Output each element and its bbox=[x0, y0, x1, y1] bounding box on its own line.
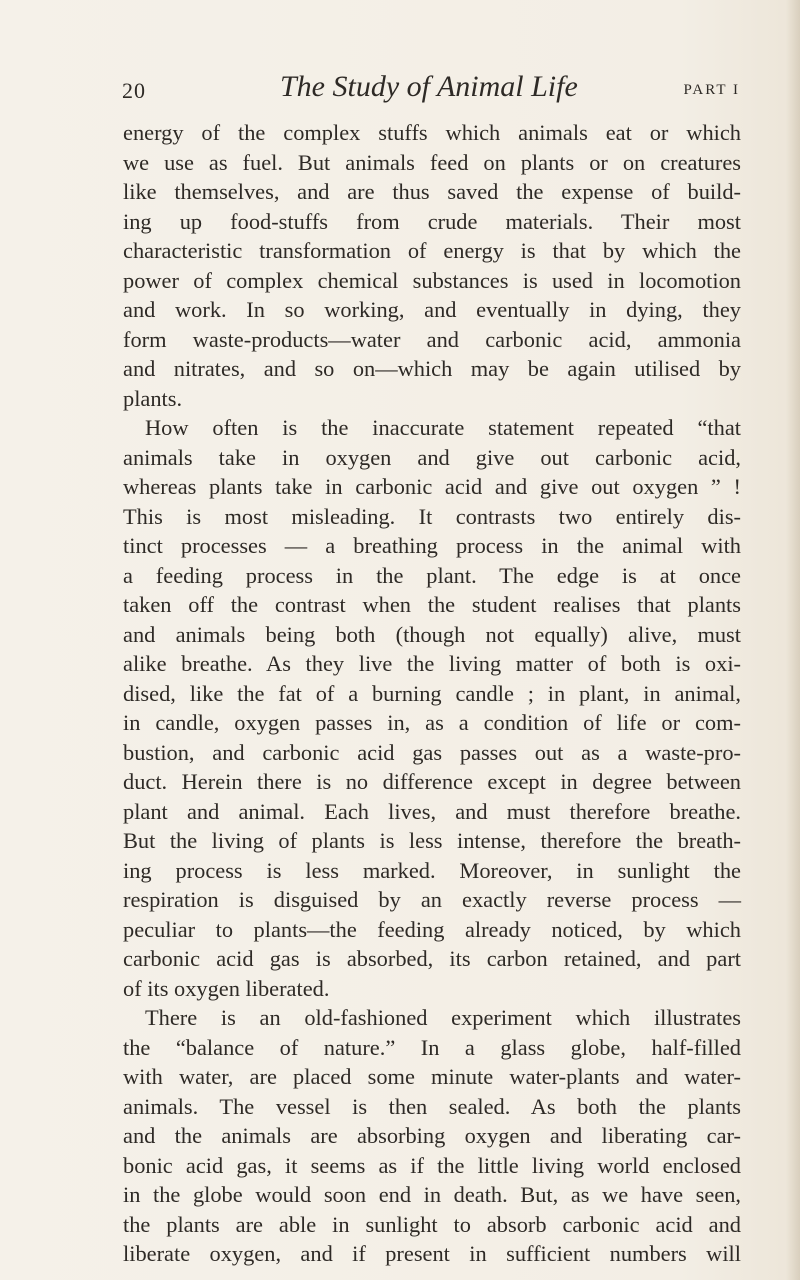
body-text bbox=[123, 118, 741, 1269]
text-line: plants. bbox=[123, 385, 183, 411]
text-line: liberate oxygen, and if present in sufficient numbers will bbox=[123, 1241, 741, 1266]
text-line: bonic acid gas, it seems as if the little living world enclosed bbox=[123, 1152, 741, 1178]
text-line: tinct processes — a breathing process in the animal with bbox=[123, 533, 741, 558]
text-line: This is most misleading. It contrasts two entirely dis- bbox=[123, 503, 741, 529]
text-line: in the globe would soon end in death. But, as we have seen, bbox=[123, 1182, 741, 1207]
text-line: ing process is less marked. Moreover, in sunlight the bbox=[123, 857, 741, 883]
text-line: plant and animal. Each lives, and must therefore breathe. bbox=[123, 798, 741, 824]
text-line: and animals being both (though not equally) alive, must bbox=[123, 621, 741, 647]
text-line: energy of the complex stuffs which animals eat or which bbox=[123, 120, 741, 145]
text-line: like themselves, and are thus saved the expense of build- bbox=[123, 179, 741, 204]
text-line: characteristic transformation of energy is that by which the bbox=[123, 238, 741, 263]
text-line: peculiar to plants—the feeding already noticed, by which bbox=[123, 916, 741, 942]
text-line: How often is the inaccurate statement repeated “that bbox=[145, 415, 741, 440]
text-line: of its oxygen liberated. bbox=[123, 975, 330, 1001]
text-line: and work. In so working, and eventually in dying, they bbox=[123, 297, 741, 322]
text-line: There is an old-fashioned experiment which illustrates bbox=[145, 1005, 741, 1030]
text-line: we use as fuel. But animals feed on plants or on creatures bbox=[123, 149, 741, 175]
text-line: alike breathe. As they live the living matter of both is oxi- bbox=[123, 651, 741, 676]
text-line: carbonic acid gas is absorbed, its carbon retained, and part bbox=[123, 946, 741, 971]
text-line: a feeding process in the plant. The edge is at once bbox=[123, 562, 741, 588]
text-line: animals. The vessel is then sealed. As both the plants bbox=[123, 1093, 741, 1119]
text-line: duct. Herein there is no difference except in degree between bbox=[123, 769, 741, 794]
page-number: 20 bbox=[122, 78, 146, 103]
text-line: and nitrates, and so on—which may be again utilised by bbox=[123, 356, 741, 381]
part-label: PART I bbox=[683, 82, 740, 98]
running-head bbox=[122, 70, 740, 110]
text-line: dised, like the fat of a burning candle ; in plant, in animal, bbox=[123, 680, 741, 706]
text-line: whereas plants take in carbonic acid and give out oxygen ” ! bbox=[123, 474, 741, 499]
text-line: in candle, oxygen passes in, as a condition of life or com- bbox=[123, 710, 741, 735]
text-line: the plants are able in sunlight to absorb carbonic acid and bbox=[123, 1211, 741, 1237]
text-line: form waste-products—water and carbonic acid, ammonia bbox=[123, 326, 741, 352]
text-line: But the living of plants is less intense, therefore the breath- bbox=[123, 828, 741, 853]
page-edge-shadow bbox=[786, 0, 800, 1280]
running-title: The Study of Animal Life bbox=[280, 70, 578, 103]
text-line: with water, are placed some minute water-plants and water- bbox=[123, 1064, 741, 1089]
text-line: respiration is disguised by an exactly reverse process — bbox=[123, 887, 741, 912]
text-line: and the animals are absorbing oxygen and liberating car- bbox=[123, 1123, 741, 1148]
text-line: taken off the contrast when the student realises that plants bbox=[123, 592, 741, 617]
text-line: bustion, and carbonic acid gas passes out as a waste-pro- bbox=[123, 739, 741, 765]
text-line: animals take in oxygen and give out carbonic acid, bbox=[123, 444, 741, 470]
text-line: ing up food-stuffs from crude materials. Their most bbox=[123, 208, 741, 234]
text-line: the “balance of nature.” In a glass globe, half-filled bbox=[123, 1034, 741, 1060]
text-line: power of complex chemical substances is used in locomotion bbox=[123, 267, 741, 293]
